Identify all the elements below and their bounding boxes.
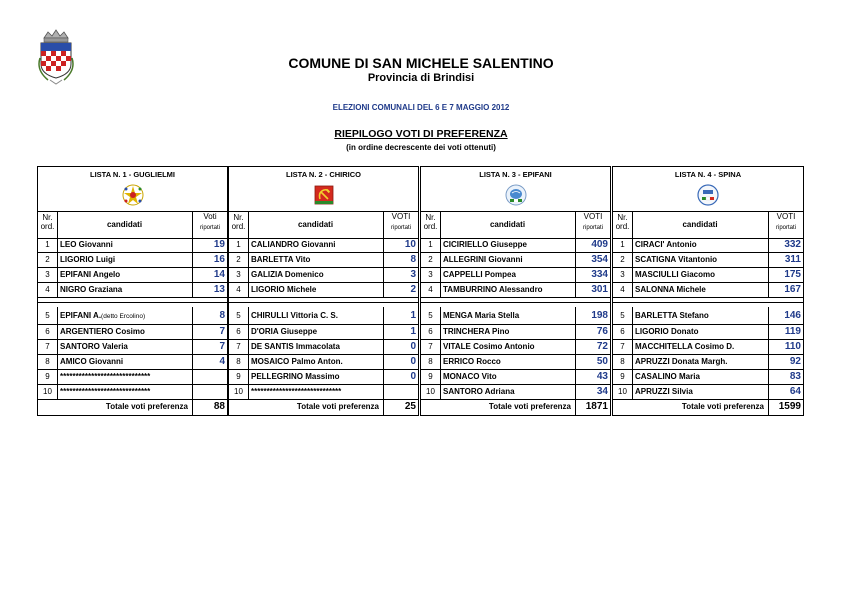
nr-label: Nr. (617, 213, 628, 222)
ord-label: ord. (615, 222, 630, 231)
total-value: 1599 (778, 401, 801, 412)
table-row: 10 ***************************** (38, 385, 227, 400)
table-row: 4 TAMBURRINO Alessandro 301 (421, 283, 610, 298)
order-note: (in ordine decrescente dei voti ottenuti) (346, 143, 496, 152)
table-row: 3 MASCIULLI Giacomo 175 (613, 268, 803, 283)
voti-header: VOTI (391, 212, 411, 221)
candidati-header: candidati (248, 211, 384, 238)
voti-header: VOTI (776, 212, 796, 221)
page-title: COMUNE DI SAN MICHELE SALENTINO (288, 55, 554, 71)
table-row: 8 APRUZZI Donata Margh. 92 (613, 355, 803, 370)
table-row: 5 BARLETTA Stefano 146 (613, 307, 803, 325)
table-row: 6 TRINCHERA Pino 76 (421, 325, 610, 340)
table-row: 1 LEO Giovanni 19 (38, 238, 227, 253)
summary-title: RIEPILOGO VOTI DI PREFERENZA (334, 128, 508, 140)
table-row: 1 CIRACI' Antonio 332 (613, 238, 803, 253)
election-title: ELEZIONI COMUNALI DEL 6 E 7 MAGGIO 2012 (332, 103, 510, 112)
table-row: 2 SCATIGNA Vitantonio 311 (613, 253, 803, 268)
total-row: Totale voti preferenza 1599 (613, 400, 803, 415)
candidati-header: candidati (632, 211, 769, 238)
list-block-2 (228, 166, 419, 416)
table-row: 6 D'ORIA Giuseppe 1 (229, 325, 418, 340)
table-row: 3 EPIFANI Angelo 14 (38, 268, 227, 283)
flag-emblem-icon (696, 183, 720, 207)
ord-label: ord. (40, 222, 55, 231)
list-block-1 (37, 166, 228, 416)
table-row: 2 ALLEGRINI Giovanni 354 (421, 253, 610, 268)
riportati-header: riportati (390, 225, 411, 231)
table-row: 7 MACCHITELLA Cosimo D. 110 (613, 340, 803, 355)
table-row: 3 CAPPELLI Pompea 334 (421, 268, 610, 283)
list-title: LISTA N. 4 - SPINA (674, 170, 742, 179)
table-row: 7 SANTORO Valeria 7 (38, 340, 227, 355)
table-row: 5 MENGA Maria Stella 198 (421, 307, 610, 325)
table-row: 1 CALIANDRO Giovanni 10 (229, 238, 418, 253)
riportati-header: riportati (582, 225, 603, 231)
table-row: 8 MOSAICO Palmo Anton. 0 (229, 355, 418, 370)
table-row: 4 NIGRO Graziana 13 (38, 283, 227, 298)
table-row: 8 AMICO Giovanni 4 (38, 355, 227, 370)
nr-label: Nr. (42, 213, 53, 222)
table-row: 3 GALIZIA Domenico 3 (229, 268, 418, 283)
hammer-sickle-icon (312, 183, 336, 207)
table-row: 5 CHIRULLI Vittoria C. S. 1 (229, 307, 418, 325)
table-row: 8 ERRICO Rocco 50 (421, 355, 610, 370)
riportati-header: riportati (199, 225, 220, 231)
globe-emblem-icon (504, 183, 528, 207)
total-row: Totale voti preferenza 25 (229, 400, 418, 415)
table-row: 2 BARLETTA Vito 8 (229, 253, 418, 268)
table-row: 2 LIGORIO Luigi 16 (38, 253, 227, 268)
voti-header: Voti (203, 212, 217, 221)
voti-header: VOTI (583, 212, 603, 221)
preference-votes-table (37, 166, 804, 416)
table-row: 10 APRUZZI Silvia 64 (613, 385, 803, 400)
star-emblem-icon (121, 183, 145, 207)
nickname-note: (detto Ercolino) (101, 313, 146, 320)
list-title: LISTA N. 3 - EPIFANI (479, 170, 552, 179)
total-value: 88 (213, 401, 225, 412)
table-row: 9 ***************************** (38, 370, 227, 385)
table-row: 7 VITALE Cosimo Antonio 72 (421, 340, 610, 355)
province-subtitle: Provincia di Brindisi (367, 72, 475, 84)
table-row: 7 DE SANTIS Immacolata 0 (229, 340, 418, 355)
table-row: 5 EPIFANI A.(detto Ercolino) 8 (38, 307, 227, 325)
total-value: 1871 (585, 401, 608, 412)
table-row: 1 CICIRIELLO Giuseppe 409 (421, 238, 610, 253)
table-row: 6 ARGENTIERO Cosimo 7 (38, 325, 227, 340)
ord-label: ord. (231, 222, 246, 231)
table-row: 10 SANTORO Adriana 34 (421, 385, 610, 400)
total-value: 25 (404, 401, 416, 412)
table-row: 9 PELLEGRINO Massimo 0 (229, 370, 418, 385)
table-row: 9 MONACO Vito 43 (421, 370, 610, 385)
list-title: LISTA N. 2 - CHIRICO (286, 170, 361, 179)
candidati-header: candidati (440, 211, 576, 238)
table-row: 4 SALONNA Michele 167 (613, 283, 803, 298)
table-row: 10 ***************************** (229, 385, 418, 400)
table-row: 6 LIGORIO Donato 119 (613, 325, 803, 340)
total-row: Totale voti preferenza 1871 (421, 400, 610, 415)
candidati-header: candidati (57, 211, 193, 238)
table-row: 9 CASALINO Maria 83 (613, 370, 803, 385)
list-block-3 (420, 166, 611, 416)
nr-label: Nr. (233, 213, 244, 222)
riportati-header: riportati (775, 225, 796, 231)
nr-label: Nr. (425, 213, 436, 222)
table-row: 4 LIGORIO Michele 2 (229, 283, 418, 298)
ord-label: ord. (423, 222, 438, 231)
list-block-4 (612, 166, 804, 416)
total-row: Totale voti preferenza 88 (38, 400, 227, 415)
list-title: LISTA N. 1 - GUGLIELMI (90, 170, 175, 179)
